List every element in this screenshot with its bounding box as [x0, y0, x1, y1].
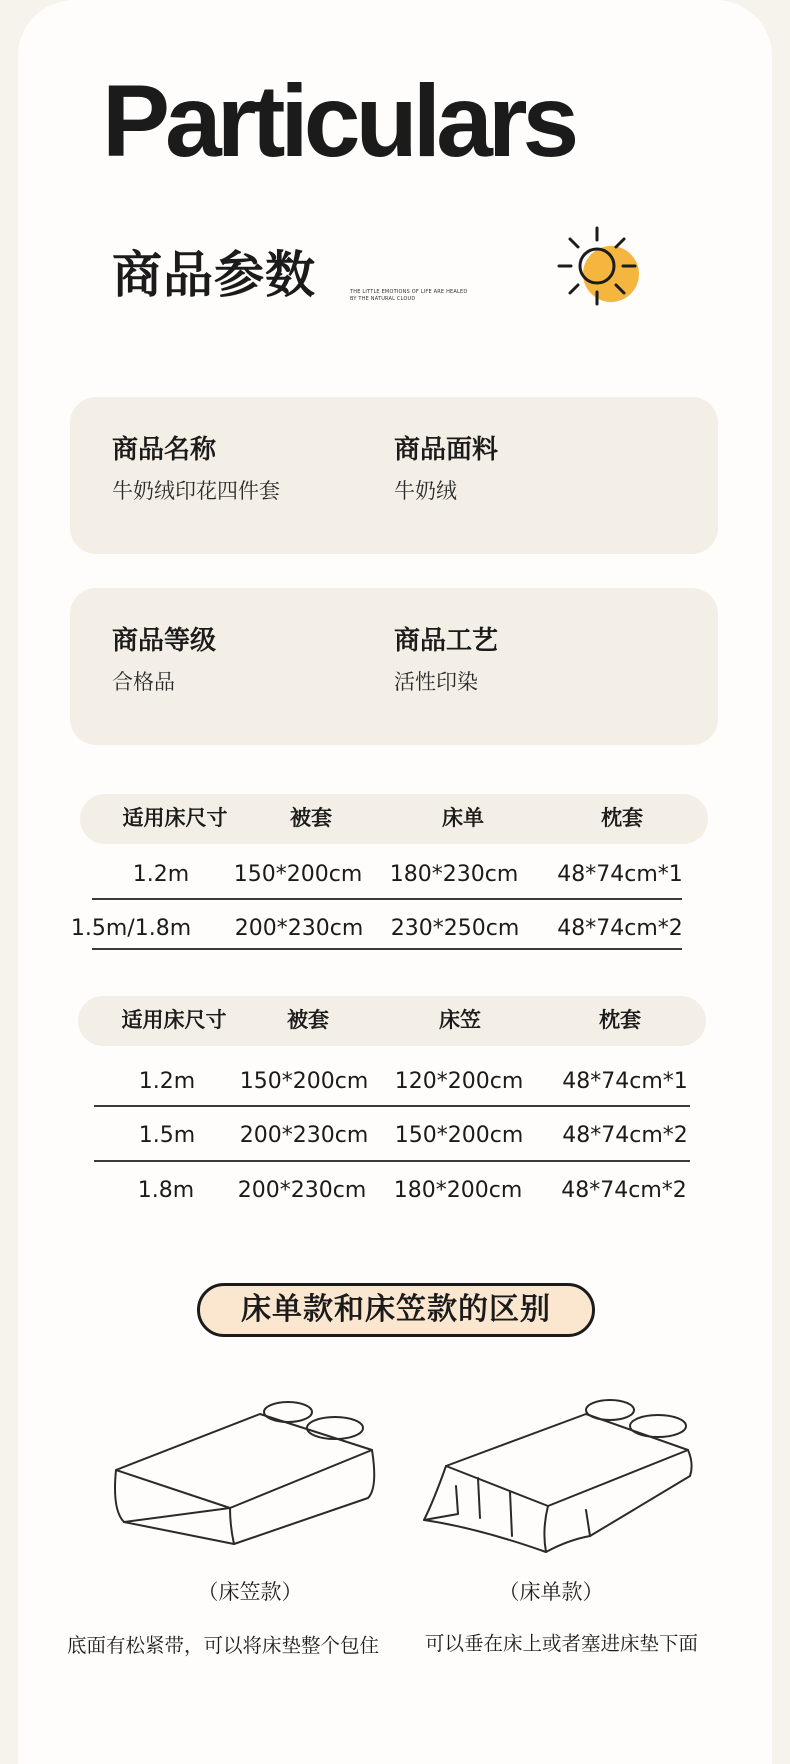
flat-description: 可以垂在床上或者塞进床垫下面 [425, 1632, 699, 1655]
table-cell: 48*74cm*2 [557, 916, 683, 941]
table-cell: 180*230cm [389, 862, 519, 887]
table-cell: 150*200cm [239, 1069, 369, 1094]
column-header: 床单 [442, 806, 484, 830]
table-cell: 200*230cm [234, 916, 364, 941]
product-name-value: 牛奶绒印花四件套 [112, 479, 280, 503]
table-cell: 48*74cm*1 [562, 1069, 688, 1094]
section-title: 商品参数 [112, 246, 316, 304]
flat-caption: （床单款） [498, 1580, 604, 1604]
difference-badge: 床单款和床笠款的区别 [197, 1283, 595, 1337]
fitted-bed-illustration [110, 1390, 380, 1550]
table-cell: 230*250cm [390, 916, 520, 941]
table-cell: 1.5m [138, 1123, 196, 1148]
fitted-description: 底面有松紧带，可以将床垫整个包住 [67, 1634, 380, 1657]
row-divider [94, 1160, 690, 1162]
fabric-value: 牛奶绒 [394, 479, 457, 503]
column-header: 适用床尺寸 [122, 806, 228, 830]
row-divider [94, 1105, 690, 1107]
table-cell: 48*74cm*1 [557, 862, 683, 887]
table-cell: 150*200cm [394, 1123, 524, 1148]
column-header: 适用床尺寸 [121, 1008, 227, 1032]
info-card-2 [70, 588, 718, 745]
table-cell: 48*74cm*2 [562, 1123, 688, 1148]
column-header: 枕套 [601, 806, 643, 830]
table-cell: 150*200cm [233, 862, 363, 887]
table-cell: 200*230cm [237, 1178, 367, 1203]
tagline-line-2: BY THE NATURAL CLOUD [350, 296, 416, 302]
table-cell: 1.5m/1.8m [70, 916, 192, 941]
tagline [350, 289, 500, 303]
grade-label: 商品等级 [112, 626, 217, 656]
column-header: 床笠 [439, 1008, 481, 1032]
table-cell: 48*74cm*2 [561, 1178, 687, 1203]
column-header: 枕套 [599, 1008, 641, 1032]
column-header: 被套 [290, 806, 332, 830]
table-cell: 1.2m [138, 1069, 196, 1094]
sun-icon [555, 222, 655, 312]
table-cell: 120*200cm [394, 1069, 524, 1094]
row-divider [92, 898, 682, 900]
table-cell: 1.2m [132, 862, 190, 887]
fabric-label: 商品面料 [394, 435, 499, 465]
table-cell: 200*230cm [239, 1123, 369, 1148]
row-divider [92, 948, 682, 950]
column-header: 被套 [287, 1008, 329, 1032]
fitted-caption: （床笠款） [197, 1580, 303, 1604]
craft-value: 活性印染 [394, 670, 478, 694]
info-card-1 [70, 397, 718, 554]
table-cell: 1.8m [137, 1178, 195, 1203]
product-name-label: 商品名称 [112, 435, 217, 465]
craft-label: 商品工艺 [394, 626, 499, 656]
page-title: Particulars [102, 64, 575, 178]
grade-value: 合格品 [112, 670, 175, 694]
table-cell: 180*200cm [393, 1178, 523, 1203]
tagline-line-1: THE LITTLE EMOTIONS OF LIFE ARE HEALED [350, 289, 468, 295]
flat-sheet-bed-illustration [418, 1390, 708, 1560]
